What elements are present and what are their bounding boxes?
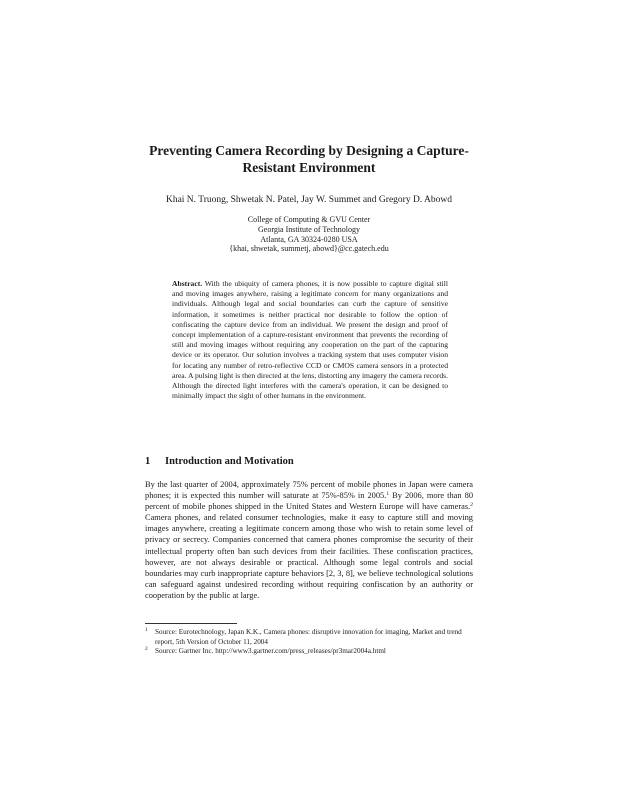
affiliation-emails: {khai, shwetak, summetj, abowd}@cc.gatech.edu — [229, 244, 389, 254]
footnote — [145, 647, 473, 657]
abstract — [172, 279, 448, 401]
footnote — [145, 628, 473, 647]
section-heading — [145, 456, 294, 467]
abstract-label: Abstract. — [172, 279, 203, 288]
author-list: Khai N. Truong, Shwetak N. Patel, Jay W. Summet and Gregory D. Abowd — [165, 195, 453, 205]
section-number: 1 — [145, 456, 151, 467]
affiliation-line: Georgia Institute of Technology — [257, 224, 360, 234]
paper-title: Preventing Camera Recording by Designing a Capture-Resistant Environment — [149, 143, 469, 175]
footnote-divider — [145, 623, 237, 624]
affiliation-line: College of Computing & GVU Center — [247, 215, 371, 224]
footnote-text: Source: Gartner Inc. http://www3.gartner.com/press_releases/pr3mar2004a.html — [155, 647, 386, 656]
footnote-text: Source: Eurotechnology, Japan K.K., Camera phones: disruptive innovation for imaging, Market and trend report, 5th Version of October 11, 2004 — [155, 628, 462, 646]
footnotes — [145, 628, 473, 657]
affiliation-line: Atlanta, GA 30324-0280 USA — [260, 234, 358, 244]
footnote-ref[interactable]: 2 — [470, 502, 473, 509]
footnote-ref[interactable]: 1 — [386, 491, 390, 498]
footnote-mark: 1 — [145, 627, 148, 633]
section-title: Introduction and Motivation — [165, 456, 294, 467]
body-paragraph — [145, 479, 473, 601]
body-text-part: Camera phones, and related consumer technologies, make it easy to capture still and moving images anywhere, creating a legitimate concern among those who wish to retain some level of privacy or secrecy. Companies concerned that camera phones compromise the security of their intellectual property often ban such devices from their facilities. These confiscation practices, however, are not always desirable or practical. Although some legal controls and social boundaries may curb inappropriate capture behaviors [2, 3, 8], we believe technological solutions can safeguard against undesired recording without requiring confiscation by an authority or cooperation by the public at large. — [145, 513, 473, 600]
footnote-mark: 2 — [145, 646, 148, 653]
body-text-part: By 2006, more than 80 percent of mobile phones shipped in the United States and Western Europe will have cameras. — [145, 491, 474, 512]
affiliation-block — [150, 215, 468, 254]
body-text-part: By the last quarter of 2004, approximately 75% percent of mobile phones in Japan were camera phones; it is expected this number will saturate at 75%-85% in 2005. — [145, 480, 473, 501]
abstract-text: With the ubiquity of camera phones, it is now possible to capture digital still and moving images anywhere, raising a legitimate concern for many organizations and individuals. Although legal and social boundaries can curb the capture of sensitive information, it sometimes is neither practical nor desirable to follow the option of confiscating the capture device from an individual. We present the design and proof of concept implementation of a capture-resistant environment that prevents the recording of still and moving images without requiring any cooperation on the part of the capturing device or its operator. Our solution involves a tracking system that uses computer vision for locating any number of retro-reflective CCD or CMOS camera sensors in a protected area. A pulsing light is then directed at the lens, distorting any imagery the camera records. Although the directed light interferes with the camera's operation, it can be designed to minimally impact the sight of other humans in the environment. — [172, 279, 449, 401]
